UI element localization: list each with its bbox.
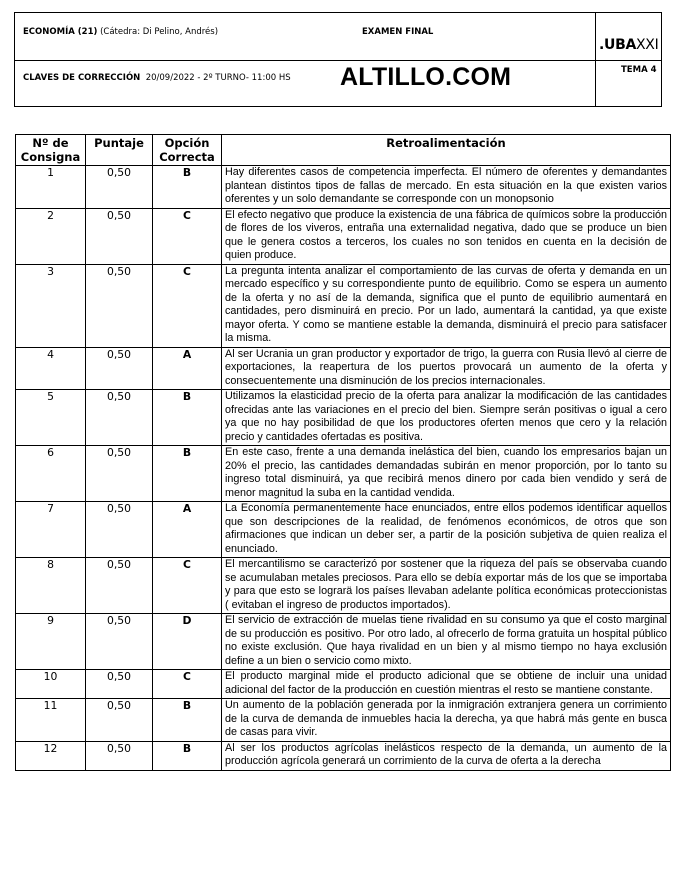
table-row (16, 699, 671, 742)
tema-label: TEMA 4 (621, 65, 657, 75)
correct-option: B (153, 699, 222, 742)
feedback-text: La Economía permanentemente hace enunciados, entre ellos podemos identificar aquellos que son descripciones de la realidad, de fenómenos económicos, de otros que son afirmaciones que indican un deber ser, a partir de la posición subjetiva de quien realiza el enunciado. (222, 502, 671, 558)
correct-option: A (153, 347, 222, 390)
points-value: 0,50 (86, 446, 153, 502)
watermark: ALTILLO.COM (340, 63, 512, 91)
question-number: 8 (16, 558, 86, 614)
table-header-row (16, 135, 671, 166)
correct-option: B (153, 166, 222, 209)
feedback-text: En este caso, frente a una demanda inelástica del bien, cuando los empresarios bajan un 20% el precio, las cantidades demandadas subirán en menor proporción, por lo tanto su ingreso total disminuirá, ya que recibirá menos dinero por cada bien vendido y será de menor magnitud la suba en la cantidad vendida. (222, 446, 671, 502)
question-number: 12 (16, 741, 86, 770)
correct-option: C (153, 558, 222, 614)
question-number: 11 (16, 699, 86, 742)
claves-label: CLAVES DE CORRECCIÓN (23, 73, 141, 83)
table-row (16, 166, 671, 209)
correct-option: B (153, 741, 222, 770)
question-number: 9 (16, 614, 86, 670)
feedback-text: Al ser los productos agrícolas inelásticos respecto de la demanda, un aumento de la producción agrícola generará un corrimiento de la curva de oferta a la derecha (222, 741, 671, 770)
table-row (16, 390, 671, 446)
header-opcion: Opción Correcta (153, 135, 222, 166)
points-value: 0,50 (86, 264, 153, 347)
points-value: 0,50 (86, 166, 153, 209)
exam-title: EXAMEN FINAL (362, 27, 434, 37)
correct-option: C (153, 264, 222, 347)
table-row (16, 264, 671, 347)
points-value: 0,50 (86, 208, 153, 264)
header-puntaje: Puntaje (86, 135, 153, 166)
correct-option: B (153, 446, 222, 502)
feedback-text: El producto marginal mide el producto adicional que se obtiene de incluir una unidad adicional del factor de la producción en cuestión mientras el resto se mantiene constante. (222, 670, 671, 699)
table-row (16, 614, 671, 670)
question-number: 1 (16, 166, 86, 209)
course-chair: (Cátedra: Di Pelino, Andrés) (100, 27, 219, 37)
table-row (16, 208, 671, 264)
question-number: 7 (16, 502, 86, 558)
feedback-text: El servicio de extracción de muelas tiene rivalidad en su consumo ya que el costo marginal de su producción es positivo. Por otro lado, al ofrecerlo de forma gratuita un hospital público no existe exclusión. Que haya rivalidad en un bien y al mismo tiempo no haya exclusión define a un bien o servicio como mixto. (222, 614, 671, 670)
feedback-text: El efecto negativo que produce la existencia de una fábrica de químicos sobre la producción de flores de los viveros, entraña una externalidad negativa, dado que se produce un bien que le genera costos a terceros, los cuales no son tenidos en cuenta en la decisión de quien produce. (222, 208, 671, 264)
feedback-text: Hay diferentes casos de competencia imperfecta. El número de oferentes y demandantes plantean distintos tipos de fallas de mercado. En esta situación en la que existen varios oferentes y un solo demandante se corresponde con un monopsonio (222, 166, 671, 209)
points-value: 0,50 (86, 670, 153, 699)
claves-detail: 20/09/2022 - 2º TURNO- 11:00 HS (145, 73, 291, 83)
correct-option: C (153, 208, 222, 264)
points-value: 0,50 (86, 502, 153, 558)
feedback-text: Utilizamos la elasticidad precio de la oferta para analizar la modificación de las cantidades ofrecidas ante las variaciones en el precio del bien. Siempre serán positivas o igual a cero ya que no hay posibilidad de que los productores oferten menos que cero y la relación precio y cantidades ofertadas es positiva. (222, 390, 671, 446)
header-consigna: Nº de Consigna (16, 135, 86, 166)
points-value: 0,50 (86, 699, 153, 742)
correct-option: C (153, 670, 222, 699)
correct-option: A (153, 502, 222, 558)
question-number: 5 (16, 390, 86, 446)
points-value: 0,50 (86, 347, 153, 390)
points-value: 0,50 (86, 741, 153, 770)
table-row (16, 558, 671, 614)
feedback-text: Al ser Ucrania un gran productor y exportador de trigo, la guerra con Rusia llevó al cierre de exportaciones, la reapertura de los puertos provocará un aumento de la oferta y consecuentemente una disminución de los precios internacionales. (222, 347, 671, 390)
points-value: 0,50 (86, 614, 153, 670)
course-name: ECONOMÍA (21) (23, 27, 98, 37)
points-value: 0,50 (86, 390, 153, 446)
question-number: 4 (16, 347, 86, 390)
table-row (16, 502, 671, 558)
table-row (16, 446, 671, 502)
question-number: 3 (16, 264, 86, 347)
question-number: 2 (16, 208, 86, 264)
uba-logo: .UBAXXI (599, 37, 659, 53)
feedback-text: Un aumento de la población generada por la inmigración extranjera genera un corrimiento de la curva de demanda de inmuebles hacia la derecha, ya que habrá más gente en busca de casas para vivir. (222, 699, 671, 742)
points-value: 0,50 (86, 558, 153, 614)
correct-option: B (153, 390, 222, 446)
header-retroalimentacion: Retroalimentación (222, 135, 671, 166)
answer-key-table (15, 134, 671, 771)
feedback-text: El mercantilismo se caracterizó por sostener que la riqueza del país se observaba cuando se acumulaban metales preciosos. Para ello se debía exportar más de los que se importaba y para que esto se lograrä los países llevaban adelante política económicas proteccionistas ( evitaban el ingreso de productos importados). (222, 558, 671, 614)
correct-option: D (153, 614, 222, 670)
table-row (16, 741, 671, 770)
table-row (16, 347, 671, 390)
feedback-text: La pregunta intenta analizar el comportamiento de las curvas de oferta y demanda en un mercado específico y su correspondiente punto de equilibrio. Como se espera un aumento de la oferta y no así de la demanda, significa que el punto de equilibrio aumentará en cantidades, pero disminuirá en precio. Por un lado, aumentará la cantidad, ya que existe mayor oferta. Y como se mantiene estable la demanda, disminuirá el precio para satisfacer la misma. (222, 264, 671, 347)
table-row (16, 670, 671, 699)
question-number: 10 (16, 670, 86, 699)
question-number: 6 (16, 446, 86, 502)
